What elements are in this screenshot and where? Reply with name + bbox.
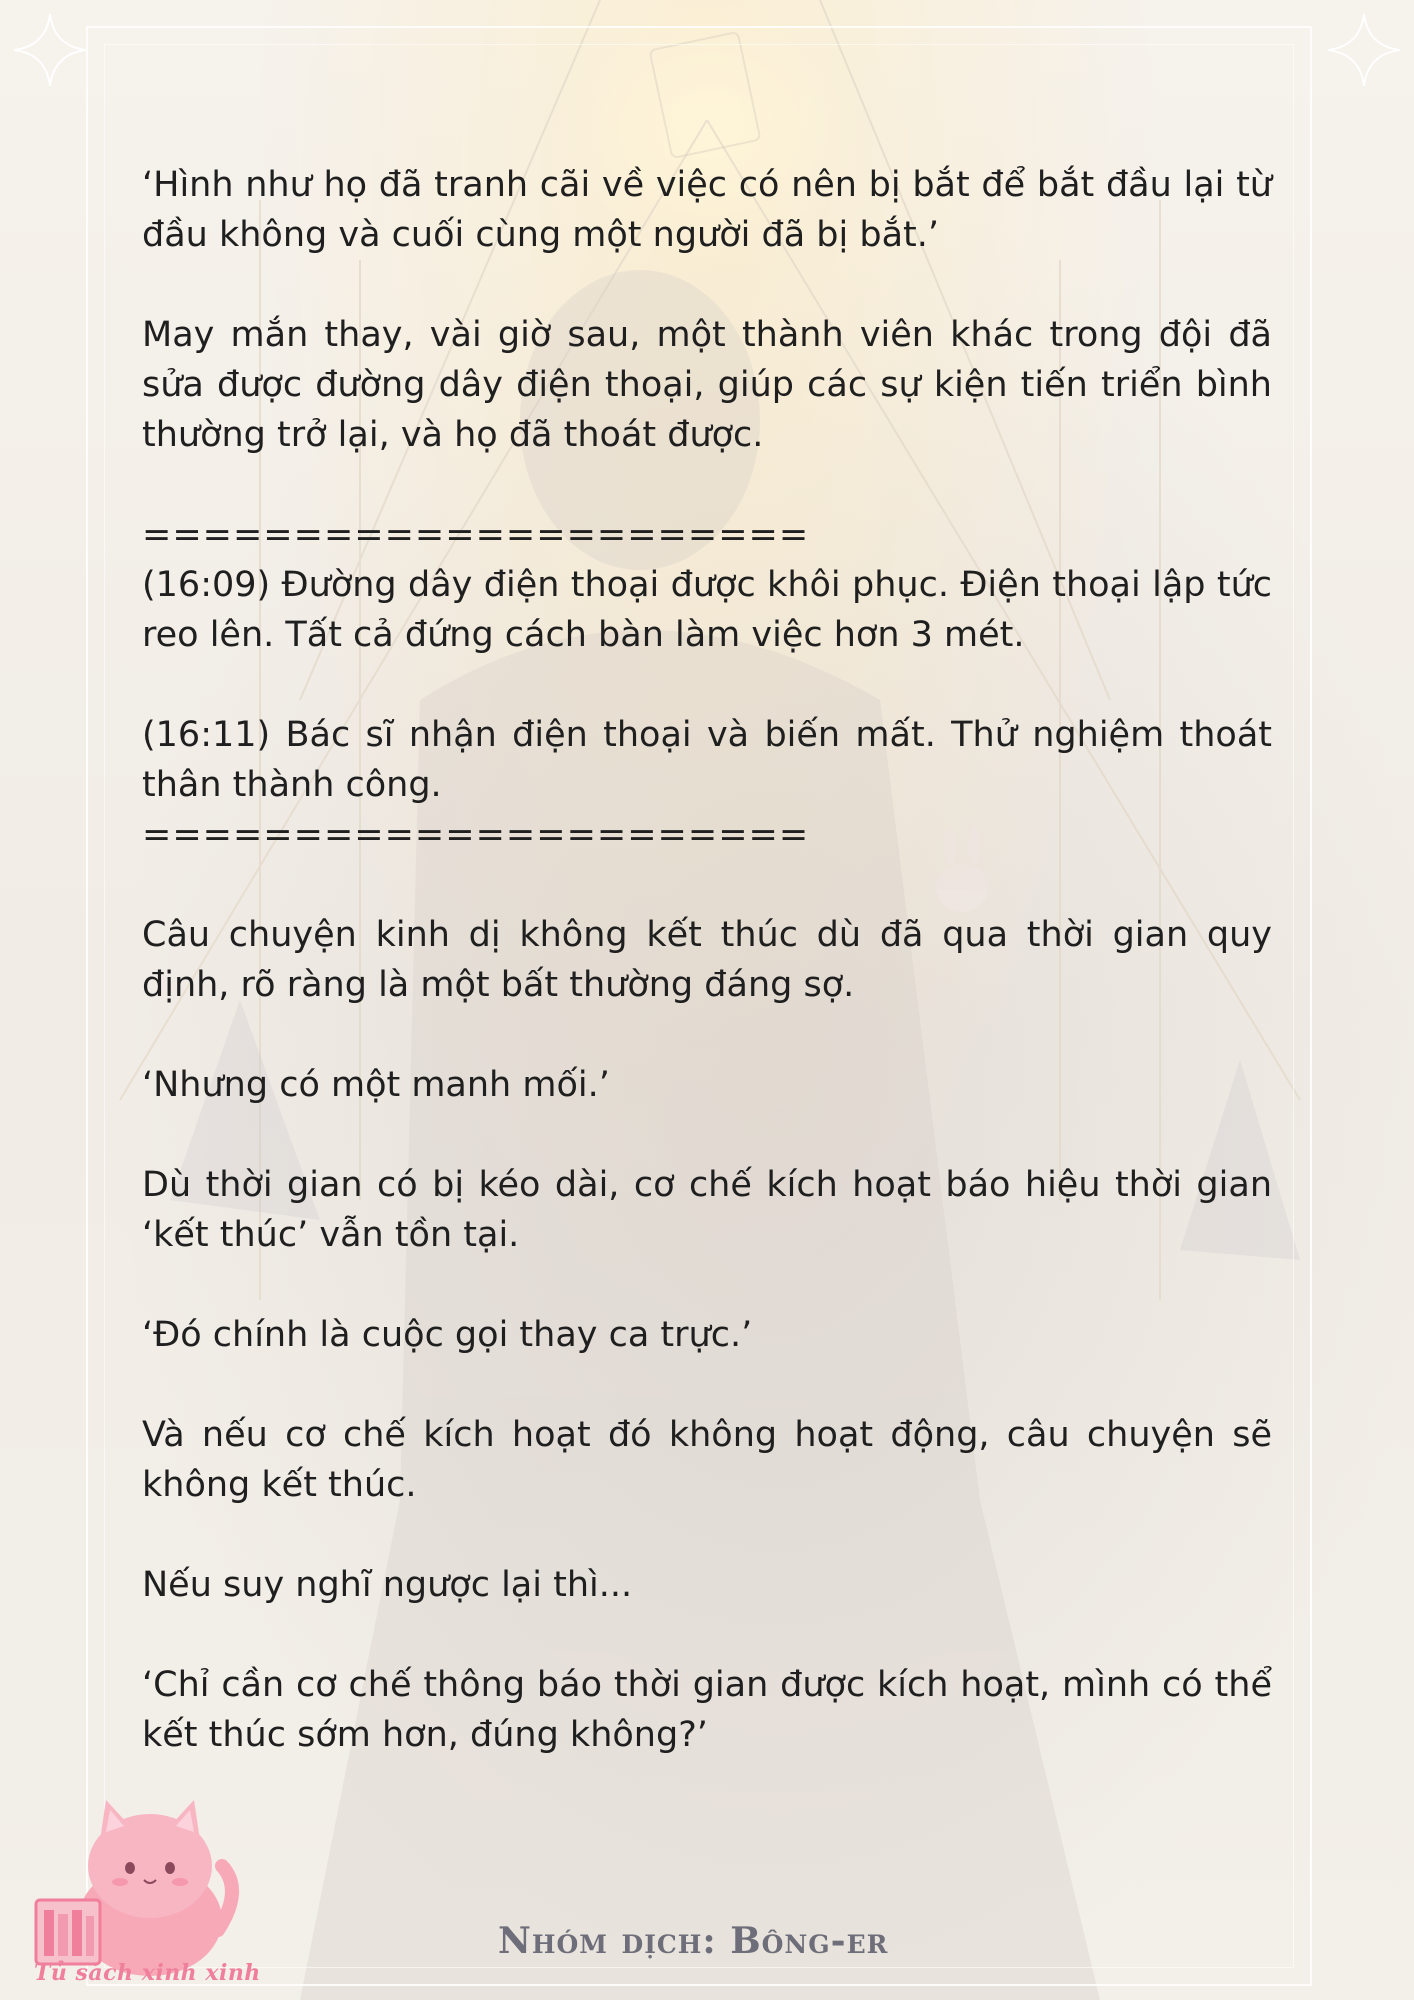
separator-line: ======================	[142, 815, 810, 855]
logo-text: Tủ sách xinh xinh	[34, 1960, 261, 1986]
paragraph: ‘Hình như họ đã tranh cãi về việc có nên bị bắt để bắt đầu lại từ đầu không và cuối cùng một người đã bị bắt.’	[142, 165, 1272, 255]
story-text	[142, 160, 1272, 1810]
corner-star-icon	[1324, 10, 1404, 90]
paragraph: May mắn thay, vài giờ sau, một thành viên khác trong đội đã sửa được đường dây điện thoại, giúp các sự kiện tiến triển bình thường trở lại, và họ đã thoát được.	[142, 315, 1272, 455]
log-entry: (16:09) Đường dây điện thoại được khôi phục. Điện thoại lập tức reo lên. Tất cả đứng cách bàn làm việc hơn 3 mét.	[142, 565, 1272, 655]
separator-line: ======================	[142, 515, 810, 555]
paragraph: Dù thời gian có bị kéo dài, cơ chế kích hoạt báo hiệu thời gian ‘kết thúc’ vẫn tồn tại.	[142, 1165, 1272, 1255]
paragraph: ‘Nhưng có một manh mối.’	[142, 1065, 610, 1105]
paragraph: Câu chuyện kinh dị không kết thúc dù đã qua thời gian quy định, rõ ràng là một bất thường đáng sợ.	[142, 915, 1272, 1005]
paragraph: Và nếu cơ chế kích hoạt đó không hoạt động, câu chuyện sẽ không kết thúc.	[142, 1415, 1272, 1505]
log-entry: (16:11) Bác sĩ nhận điện thoại và biến mất. Thử nghiệm thoát thân thành công.	[142, 715, 1272, 805]
corner-star-icon	[10, 10, 90, 90]
paragraph: ‘Đó chính là cuộc gọi thay ca trực.’	[142, 1315, 753, 1355]
paragraph: Nếu suy nghĩ ngược lại thì...	[142, 1565, 633, 1605]
pink-cat-bookshelf-icon	[22, 1770, 242, 1990]
paragraph: ‘Chỉ cần cơ chế thông báo thời gian được kích hoạt, mình có thể kết thúc sớm hơn, đúng không?’	[142, 1665, 1272, 1755]
translator-credit: Nhóm dịch: Bông-er	[498, 1920, 889, 1962]
